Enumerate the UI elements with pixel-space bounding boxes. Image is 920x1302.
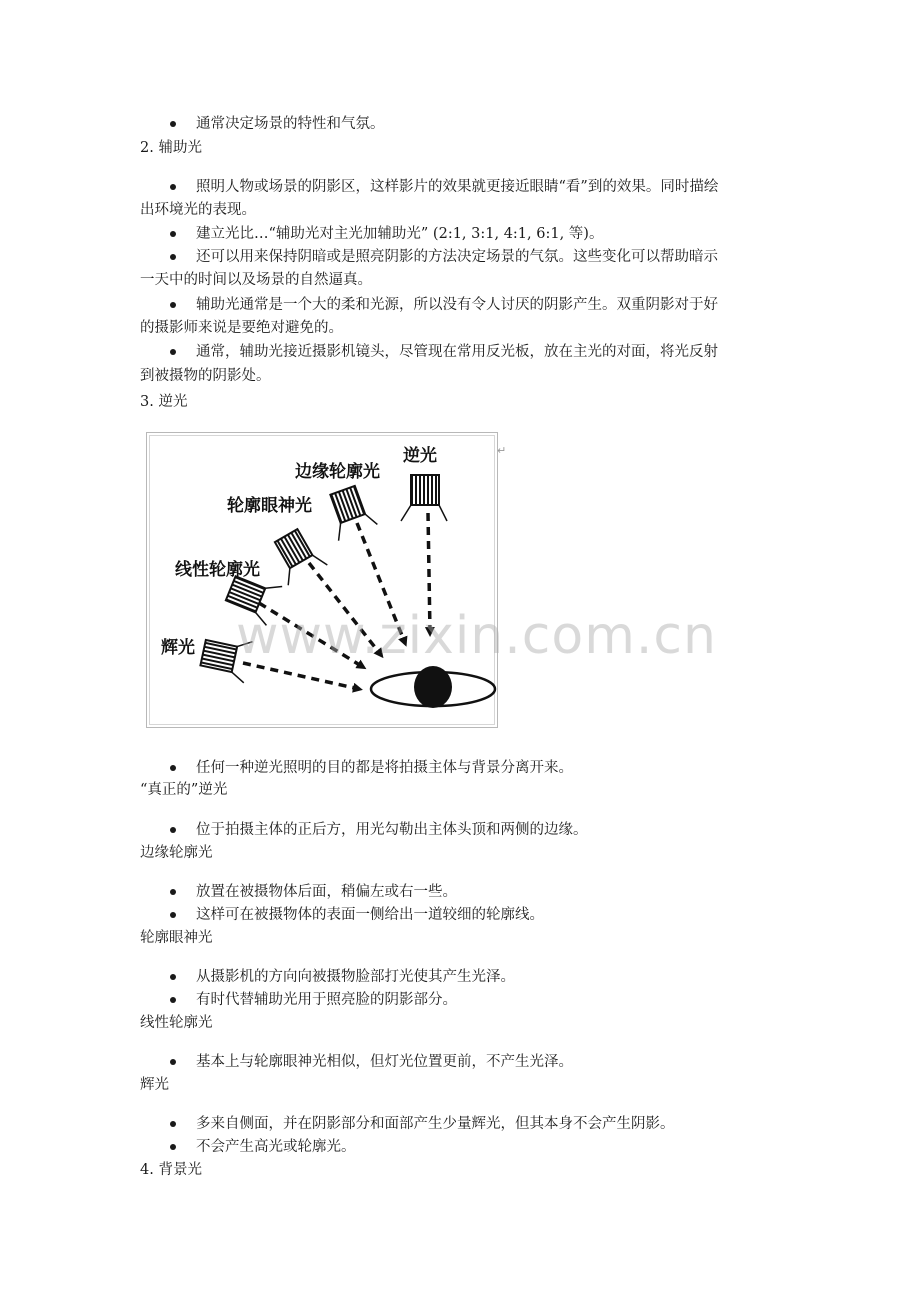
label-back-light: 逆光 (403, 446, 437, 466)
subject-head (414, 666, 452, 708)
bullet-dot (170, 974, 176, 980)
section-heading: 2. 辅助光 (140, 140, 202, 156)
glow-light-arrow (243, 663, 359, 689)
list-item-continuation: 的摄影师来说是要绝对避免的。 (140, 320, 343, 336)
bullet-dot (170, 1144, 176, 1150)
label-eye-light: 轮廓眼神光 (227, 496, 312, 516)
bullet-dot (170, 997, 176, 1003)
list-item-text: 建立光比…“辅助光对主光加辅助光” (2:1, 3:1, 4:1, 6:1, 等)。 (196, 226, 604, 242)
bullet-dot (170, 1121, 176, 1127)
bullet-dot (170, 1059, 176, 1065)
list-item-text: 放置在被摄物体后面，稍偏左或右一些。 (196, 884, 457, 900)
list-item-text: 还可以用来保持阴暗或是照亮阴影的方法决定场景的气氛。这些变化可以帮助暗示 (196, 249, 718, 265)
bullet-dot (170, 184, 176, 190)
list-item-text: 通常决定场景的特性和气氛。 (196, 116, 385, 132)
bullet-dot (170, 231, 176, 237)
list-item-text: 通常，辅助光接近摄影机镜头，尽管现在常用反光板，放在主光的对面，将光反射 (196, 344, 718, 360)
label-rim-light: 边缘轮廓光 (295, 462, 380, 482)
list-item-continuation: 到被摄物的阴影处。 (140, 368, 271, 384)
paragraph-mark: ↵ (497, 444, 507, 457)
eye-light-lamp (266, 525, 327, 587)
watermark: www.zixin.com.cn (236, 606, 717, 666)
bullet-dot (170, 302, 176, 308)
list-item-text: 基本上与轮廓眼神光相似，但灯光位置更前，不产生光泽。 (196, 1054, 573, 1070)
list-item-text: 有时代替辅助光用于照亮脸的阴影部分。 (196, 992, 457, 1008)
label-linear-light: 线性轮廓光 (175, 560, 260, 580)
list-item-text: 从摄影机的方向向被摄物脸部打光使其产生光泽。 (196, 969, 515, 985)
list-item-text: 不会产生高光或轮廓光。 (196, 1139, 356, 1155)
section-heading: 边缘轮廓光 (140, 845, 213, 861)
list-item-text: 这样可在被摄物体的表面一侧给出一道较细的轮廓线。 (196, 907, 544, 923)
section-heading: 辉光 (140, 1077, 169, 1093)
section-heading: 4. 背景光 (140, 1162, 202, 1178)
rim-light-lamp (323, 483, 378, 541)
bullet-dot (170, 827, 176, 833)
bullet-dot (170, 912, 176, 918)
section-heading: 线性轮廓光 (140, 1015, 213, 1031)
list-item-text: 辅助光通常是一个大的柔和光源，所以没有令人讨厌的阴影产生。双重阴影对于好 (196, 297, 718, 313)
back-light-lamp (401, 475, 447, 521)
section-heading: 轮廓眼神光 (140, 930, 213, 946)
section-heading: 3. 逆光 (140, 394, 188, 410)
list-item-text: 位于拍摄主体的正后方，用光勾勒出主体头顶和两侧的边缘。 (196, 822, 588, 838)
bullet-dot (170, 765, 176, 771)
bullet-dot (170, 254, 176, 260)
bullet-dot (170, 349, 176, 355)
label-glow-light: 辉光 (161, 638, 195, 658)
list-item-continuation: 出环境光的表现。 (140, 202, 256, 218)
list-item-text: 任何一种逆光照明的目的都是将拍摄主体与背景分离开来。 (196, 760, 573, 776)
backlight-diagram (146, 432, 498, 728)
bullet-dot (170, 121, 176, 127)
list-item-text: 多来自侧面，并在阴影部分和面部产生少量辉光，但其本身不会产生阴影。 (196, 1116, 675, 1132)
list-item-continuation: 一天中的时间以及场景的自然逼真。 (140, 272, 372, 288)
bullet-dot (170, 889, 176, 895)
section-heading: “真正的”逆光 (140, 782, 228, 798)
backlight-diagram-svg (147, 433, 497, 727)
list-item-text: 照明人物或场景的阴影区，这样影片的效果就更接近眼睛“看”到的效果。同时描绘 (196, 179, 719, 195)
